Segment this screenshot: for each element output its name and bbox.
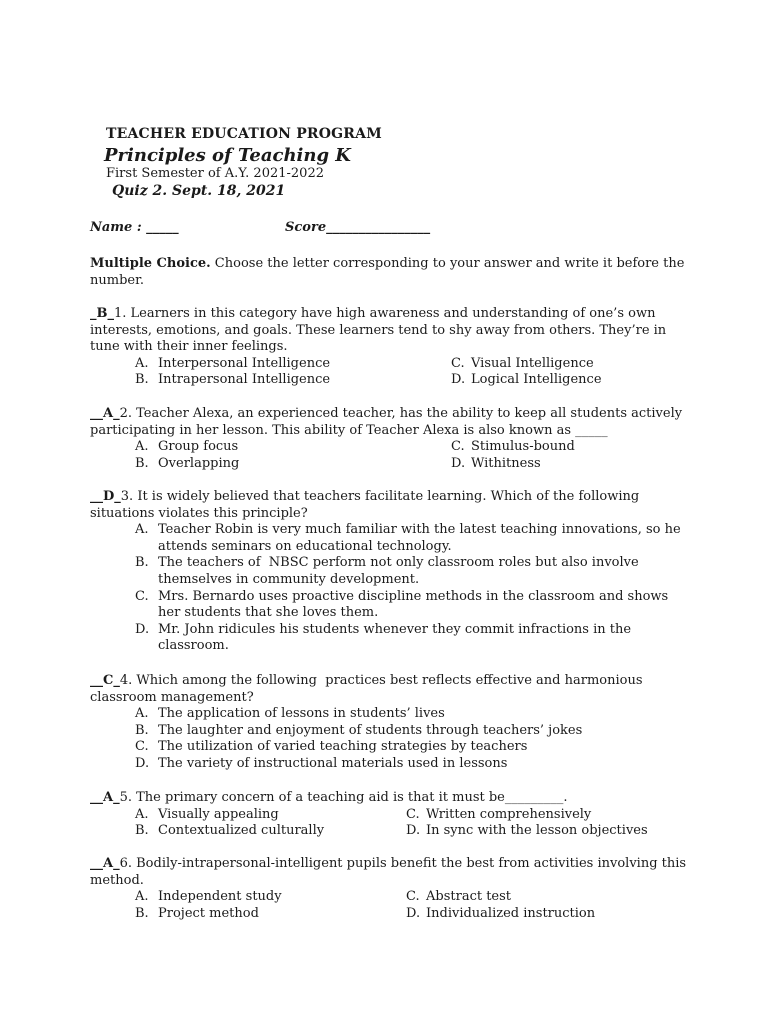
question-2-stem <box>90 406 690 439</box>
question-5-answer: __A_ <box>90 790 120 805</box>
question-2 <box>90 406 690 472</box>
question-5 <box>90 790 690 840</box>
option-text: The variety of instructional materials used in lessons <box>158 755 508 771</box>
option-letter: D. <box>451 455 466 471</box>
option-letter: B. <box>135 455 149 471</box>
question-4-answer: __C_ <box>90 673 120 688</box>
question-4 <box>90 673 690 773</box>
option-letter: A. <box>135 522 149 538</box>
option-letter: A. <box>135 439 149 455</box>
option-text: Written comprehensively <box>426 806 592 822</box>
question-3-stem <box>90 489 690 522</box>
option-letter: D. <box>451 372 466 388</box>
option-row <box>90 739 690 756</box>
question-6 <box>90 856 690 922</box>
option-row <box>90 356 690 373</box>
option-text: Abstract test <box>426 889 512 905</box>
option-text: Interpersonal Intelligence <box>158 355 331 371</box>
option-row <box>90 522 690 555</box>
option-text: The utilization of varied teaching strategies by teachers <box>158 739 528 755</box>
option-letter: B. <box>135 905 149 921</box>
option-text: In sync with the lesson objectives <box>426 823 648 839</box>
option-row <box>90 807 690 824</box>
option-row <box>90 456 690 473</box>
instructions-label: Multiple Choice. <box>90 256 211 271</box>
option-letter: D. <box>406 905 421 921</box>
score-field-label: Score________________ <box>285 220 431 235</box>
option-row <box>90 439 690 456</box>
question-3-answer: __D_ <box>90 489 121 504</box>
question-4-text: 4. Which among the following practices best reflects effective and harmonious classroom management? <box>90 673 647 705</box>
option-letter: D. <box>135 755 150 771</box>
option-text: Visual Intelligence <box>471 355 594 371</box>
instructions-text: Choose the letter corresponding to your answer and write it before the number. <box>90 256 685 288</box>
option-row <box>90 823 690 840</box>
option-text: Group focus <box>158 439 239 455</box>
question-4-stem <box>90 673 690 706</box>
question-6-text: 6. Bodily-intrapersonal-intelligent pupils benefit the best from activities involving this method. <box>90 856 691 888</box>
course-title: Principles of Teaching K <box>104 145 351 166</box>
option-text: The laughter and enjoyment of students through teachers’ jokes <box>158 722 583 738</box>
option-letter: D. <box>406 823 421 839</box>
instructions <box>90 256 690 289</box>
option-text: Visually appealing <box>158 806 279 822</box>
question-1-text: 1. Learners in this category have high awareness and understanding of one’s own interests, emotions, and goals. These learners tend to shy away from others. They’re in tune with their inner feelings. <box>90 306 671 355</box>
option-letter: C. <box>451 355 465 371</box>
option-text: Teacher Robin is very much familiar with the latest teaching innovations, so he attends seminars on educational technology. <box>158 522 685 554</box>
option-text: Withitness <box>471 455 541 471</box>
option-text: Project method <box>158 905 259 921</box>
option-text: The teachers of NBSC perform not only classroom roles but also involve themselves in community development. <box>158 555 643 587</box>
option-row <box>90 706 690 723</box>
semester-text: First Semester of A.Y. 2021-2022 <box>106 166 324 181</box>
option-text: Independent study <box>158 889 282 905</box>
question-1 <box>90 306 690 389</box>
option-letter: A. <box>135 706 149 722</box>
option-text: Mrs. Bernardo uses proactive discipline methods in the classroom and shows her students that she loves them. <box>158 588 673 621</box>
option-text: The application of lessons in students’ lives <box>158 706 445 722</box>
option-text: Stimulus-bound <box>471 439 575 455</box>
option-row <box>90 889 690 906</box>
option-letter: D. <box>135 621 150 637</box>
question-1-answer: _B_ <box>90 306 114 321</box>
option-row <box>90 372 690 389</box>
name-field-label: Name : _____ <box>90 220 179 235</box>
option-text: Intrapersonal Intelligence <box>158 372 331 388</box>
option-letter: C. <box>135 588 149 604</box>
option-text: Individualized instruction <box>426 905 596 921</box>
question-2-answer: __A_ <box>90 406 120 421</box>
question-6-answer: __A_ <box>90 856 120 871</box>
question-6-stem <box>90 856 690 889</box>
option-letter: B. <box>135 555 149 571</box>
option-letter: C. <box>451 439 465 455</box>
option-letter: B. <box>135 722 149 738</box>
option-letter: B. <box>135 823 149 839</box>
option-text: Logical Intelligence <box>471 372 602 388</box>
option-text: Overlapping <box>158 455 240 471</box>
option-letter: A. <box>135 355 149 371</box>
option-row <box>90 723 690 740</box>
question-5-text: 5. The primary concern of a teaching aid is that it must be_________. <box>119 790 568 805</box>
option-letter: C. <box>406 806 420 822</box>
option-letter: A. <box>135 806 149 822</box>
option-row <box>90 589 690 622</box>
option-row <box>90 906 690 923</box>
option-row <box>90 622 690 655</box>
program-title: TEACHER EDUCATION PROGRAM <box>106 126 382 142</box>
option-text: Contextualized culturally <box>158 823 325 839</box>
option-letter: B. <box>135 372 149 388</box>
question-3 <box>90 489 690 655</box>
quiz-date: Quiz 2. Sept. 18, 2021 <box>112 183 286 199</box>
question-3-text: 3. It is widely believed that teachers facilitate learning. Which of the following situations violates this principle? <box>90 489 644 521</box>
option-row <box>90 756 690 773</box>
question-5-stem <box>90 790 690 807</box>
option-letter: C. <box>406 889 420 905</box>
question-2-text: 2. Teacher Alexa, an experienced teacher, has the ability to keep all students actively participating in her lesson. This ability of Teacher Alexa is also known as _____ <box>90 406 687 438</box>
option-letter: C. <box>135 739 149 755</box>
option-row <box>90 555 690 588</box>
option-letter: A. <box>135 889 149 905</box>
option-text: Mr. John ridicules his students whenever they commit infractions in the classroom. <box>158 621 636 654</box>
question-1-stem <box>90 306 690 356</box>
